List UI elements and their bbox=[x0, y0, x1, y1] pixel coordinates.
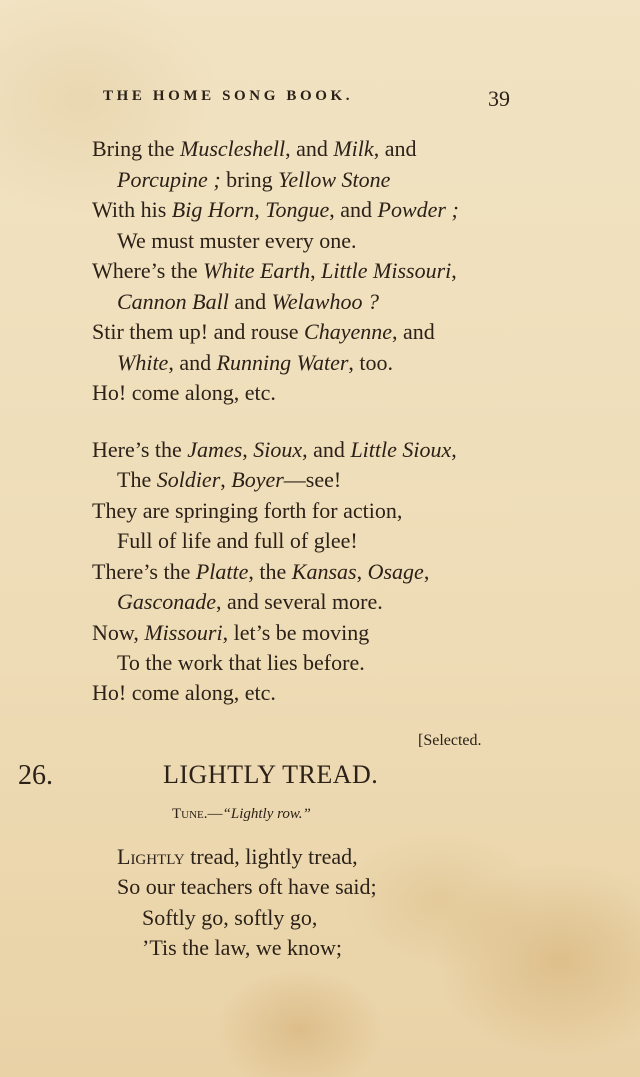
verse-line: Here’s the James, Sioux, and Little Sioux, bbox=[92, 437, 457, 462]
page-number: 39 bbox=[488, 86, 510, 111]
verse-line: They are springing forth for action, bbox=[92, 498, 403, 523]
verse-line: Gasconade, and several more. bbox=[117, 589, 383, 614]
verse-line: We must muster every one. bbox=[117, 228, 357, 253]
chorus-line: Ho! come along, etc. bbox=[92, 380, 276, 405]
verse-line: Where’s the White Earth, Little Missouri, bbox=[92, 258, 457, 283]
song-number: 26. bbox=[18, 760, 53, 791]
song-line: Softly go, softly go, bbox=[142, 905, 318, 930]
song-line: Lightly tread, lightly tread, bbox=[117, 844, 358, 869]
verse-line: Cannon Ball and Welawhoo ? bbox=[117, 289, 379, 314]
verse-line: Stir them up! and rouse Chayenne, and bbox=[92, 319, 435, 344]
running-title: THE HOME SONG BOOK. bbox=[103, 88, 354, 104]
verse-line: There’s the Platte, the Kansas, Osage, bbox=[92, 559, 430, 584]
verse-line: Bring the Muscleshell, and Milk, and bbox=[92, 136, 417, 161]
verse-line: To the work that lies before. bbox=[117, 650, 365, 675]
song-line: ’Tis the law, we know; bbox=[142, 935, 343, 960]
song-title: LIGHTLY TREAD. bbox=[163, 760, 379, 789]
attribution: [Selected. bbox=[418, 732, 482, 749]
song-line: So our teachers oft have said; bbox=[117, 874, 377, 899]
verse-line: With his Big Horn, Tongue, and Powder ; bbox=[92, 197, 459, 222]
verse-line: The Soldier, Boyer—see! bbox=[117, 467, 342, 492]
chorus-line: Ho! come along, etc. bbox=[92, 680, 276, 705]
verse-line: Now, Missouri, let’s be moving bbox=[92, 620, 370, 645]
verse-line: Full of life and full of glee! bbox=[117, 528, 358, 553]
tune-line: Tune.—“Lightly row.” bbox=[172, 806, 311, 822]
verse-line: Porcupine ; bring Yellow Stone bbox=[117, 167, 391, 192]
verse-line: White, and Running Water, too. bbox=[117, 350, 394, 375]
